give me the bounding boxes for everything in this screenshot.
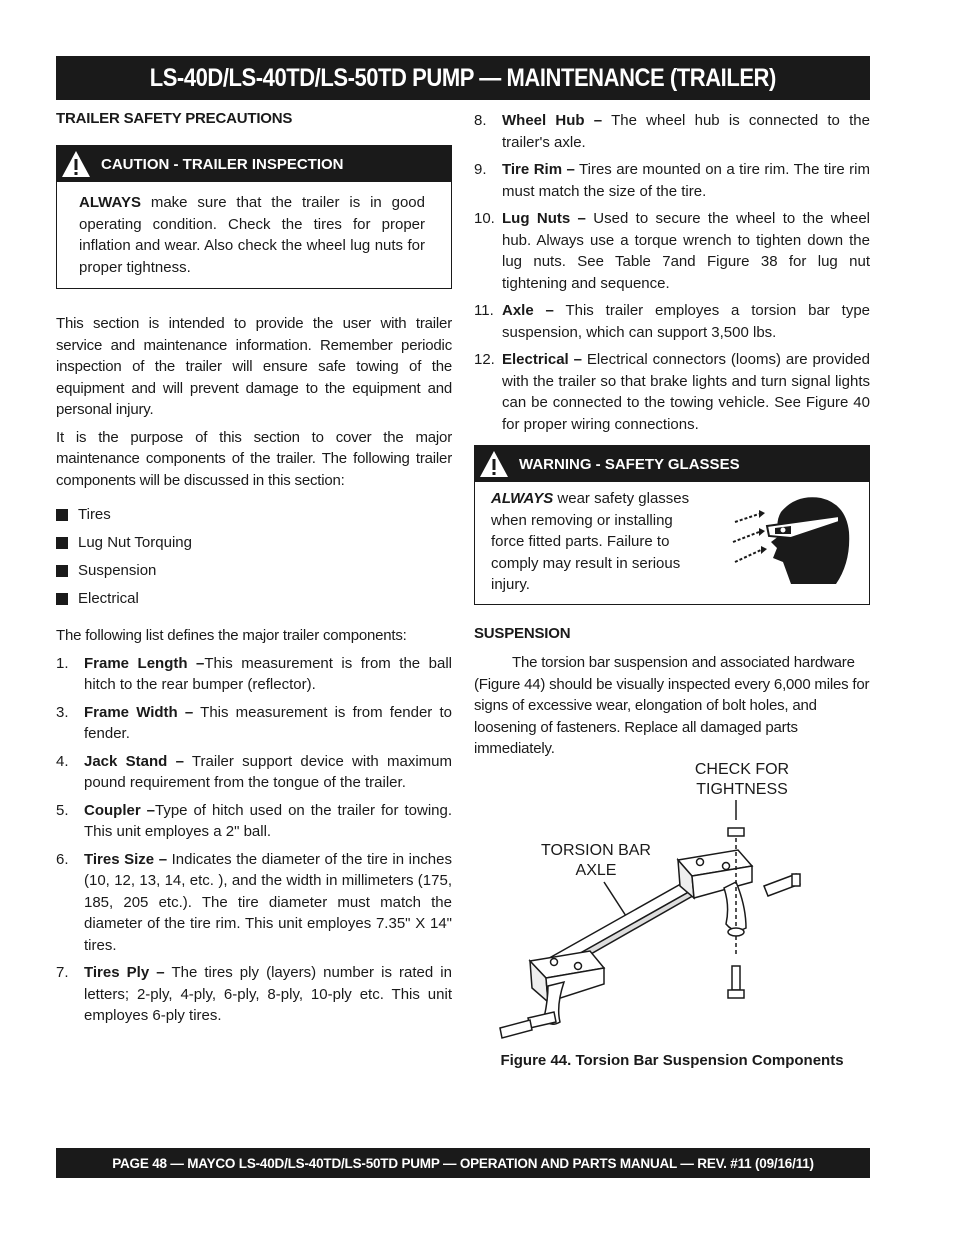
page-footer: PAGE 48 — MAYCO LS-40D/LS-40TD/LS-50TD PUMP — OPERATION AND PARTS MANUAL — REV. #11 (09/16/11) [56, 1148, 870, 1178]
label-check-1: CHECK FOR [694, 761, 790, 778]
list-item: 1. Frame Length –This measurement is from the ball hitch to the rear bumper (reflector). [56, 654, 452, 693]
list-item: 12. Electrical – Electrical connectors (looms) are provided with the trailer so that brake lights and turn signal lights can be connected to the towing vehicle. See Figure 40 for proper wiring connections. [474, 351, 870, 433]
list-item: 6. Tires Size – Indicates the diameter of the tire in inches (10, 12, 13, 14, etc. ), and the width in millimeters (175, 185, 205 etc.). The tire diameter must match the diameter of the tire rim. This unit employes 7.35" X 14" tires. [56, 850, 452, 954]
warning-strong: ALWAYS [491, 490, 554, 507]
safety-glasses-icon [721, 492, 851, 592]
component-bullet-list [56, 501, 452, 613]
components-list-right [474, 110, 870, 435]
list-intro: The following list defines the major trailer components: [56, 627, 407, 644]
right-column [474, 110, 870, 760]
square-bullet-icon [56, 593, 68, 605]
torsion-bar-figure [474, 756, 870, 1056]
warning-triangle-icon [61, 150, 91, 178]
section-heading-trailer-safety: TRAILER SAFETY PRECAUTIONS [56, 110, 293, 127]
label-axle-2: AXLE [575, 862, 617, 879]
label-check-2: TIGHTNESS [696, 781, 788, 798]
caution-box [56, 145, 452, 289]
list-item: 11. Axle – This trailer employes a torsion bar type suspension, which can support 3,500 lbs. [474, 302, 871, 341]
warning-title: WARNING - SAFETY GLASSES [519, 455, 740, 473]
list-item: 8. Wheel Hub – The wheel hub is connected to the trailer's axle. [474, 112, 870, 151]
warning-text: wear safety glasses when removing or installing force fitted parts. Failure to comply may result in serious injury. [491, 490, 690, 593]
caution-body [57, 182, 451, 288]
page-title: LS-40D/LS-40TD/LS-50TD PUMP — MAINTENANCE (TRAILER) [56, 56, 870, 100]
list-item: 10. Lug Nuts – Used to secure the wheel to the wheel hub. Always use a torque wrench to tighten down the lug nuts. See Table 7and Figure 38 for lug nut tightening and sequence. [474, 210, 870, 292]
list-item: 7. Tires Ply – The tires ply (layers) number is rated in letters; 2-ply, 4-ply, 6-ply, 8-ply, 10-ply etc. This unit employes 6-ply tires. [56, 964, 452, 1024]
left-column [56, 110, 452, 1033]
square-bullet-icon [56, 509, 68, 521]
section-heading-suspension: SUSPENSION [474, 625, 571, 642]
list-item: Suspension [56, 557, 452, 585]
label-axle-1: TORSION BAR [541, 842, 651, 859]
warning-box [474, 445, 870, 605]
suspension-paragraph: The torsion bar suspension and associated hardware (Figure 44) should be visually inspected every 6,000 miles for signs of excessive wear, elongation of bolt holes, and loosening of fasteners. Replace all damaged parts immediately. [474, 654, 870, 757]
list-item: Lug Nut Torquing [56, 529, 452, 557]
caution-header [57, 146, 451, 182]
warning-header [475, 446, 869, 482]
caution-strong: ALWAYS [79, 194, 141, 211]
purpose-paragraph: It is the purpose of this section to cover the major maintenance components of the trailer. The following trailer components will be discussed in this section: [56, 428, 452, 489]
list-item: 9. Tire Rim – Tires are mounted on a tire rim. The tire rim must match the size of the tire. [474, 161, 870, 200]
warning-body [491, 488, 701, 596]
figure-caption: Figure 44. Torsion Bar Suspension Components [500, 1052, 844, 1069]
components-list-left [56, 653, 452, 1027]
warning-triangle-icon [479, 450, 509, 478]
square-bullet-icon [56, 565, 68, 577]
torsion-bar-diagram [474, 756, 870, 1056]
intro-paragraph: This section is intended to provide the user with trailer service and maintenance information. Remember periodic inspection of the trailer will ensure safe towing of the equipment and will prevent damage to the equipment and personal injury. [56, 315, 452, 418]
list-item: Electrical [56, 585, 452, 613]
caution-title: CAUTION - TRAILER INSPECTION [101, 155, 344, 173]
list-item: 4. Jack Stand – Trailer support device with maximum pound requirement from the tongue of the trailer. [56, 752, 452, 791]
list-item: 3. Frame Width – This measurement is from fender to fender. [56, 703, 452, 742]
list-item: 5. Coupler –Type of hitch used on the trailer for towing. This unit employes a 2" ball. [56, 801, 453, 840]
list-item: Tires [56, 501, 452, 529]
square-bullet-icon [56, 537, 68, 549]
caution-text: make sure that the trailer is in good operating condition. Check the tires for proper inflation and wear. Also check the wheel lug nuts for proper tightness. [79, 194, 425, 276]
